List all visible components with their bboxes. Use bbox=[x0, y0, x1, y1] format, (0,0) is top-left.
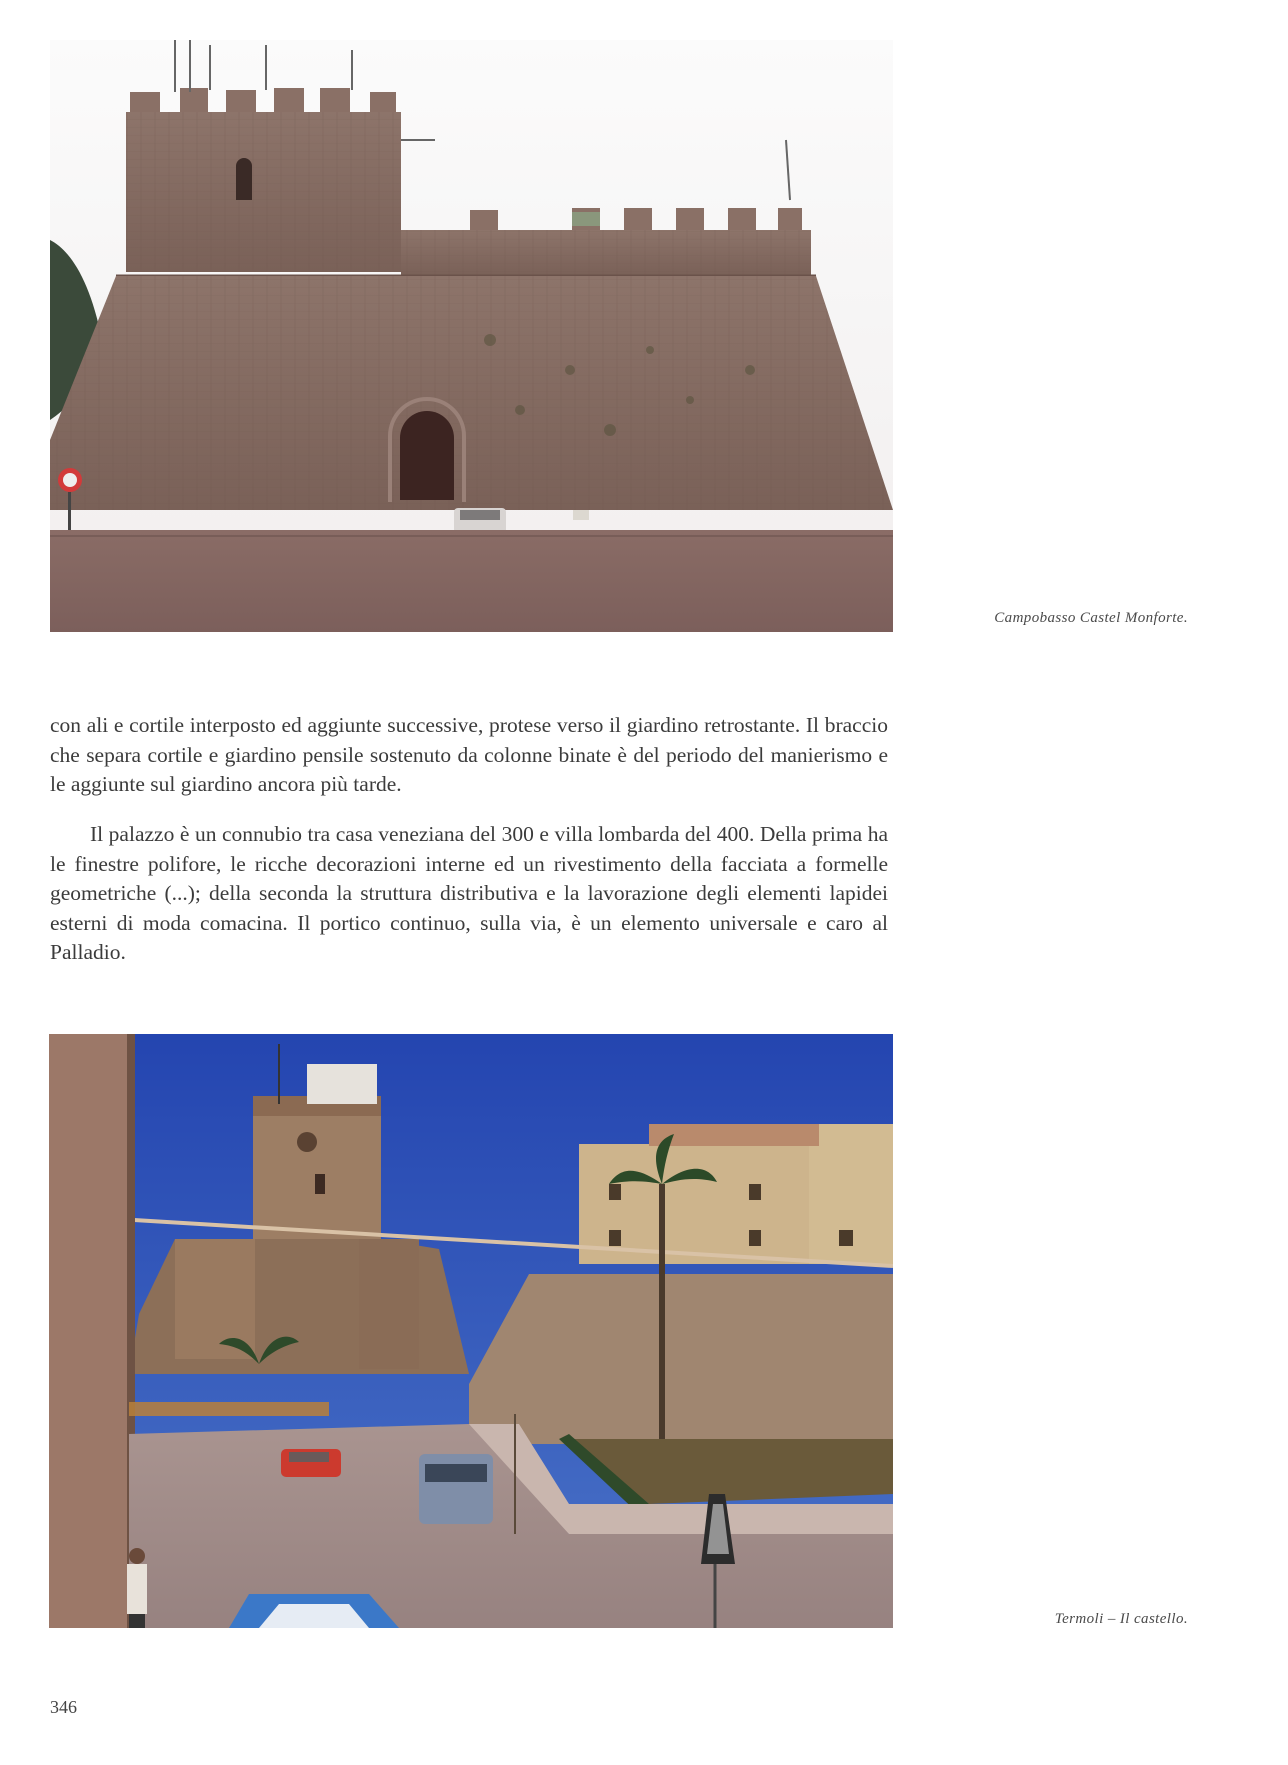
photo-termoli-castello bbox=[49, 1034, 893, 1628]
body-paragraph bbox=[50, 711, 888, 800]
castle-monforte-image bbox=[50, 40, 893, 632]
figure-caption: Termoli – Il castello. bbox=[1054, 1611, 1188, 1627]
paragraph-text: con ali e cortile interposto ed aggiunte successive, protese verso il giardino retrostante. Il braccio che separa cortile e giardino pensile sostenuto da colonne binate è del periodo del manierismo e le aggiunte sul giardino ancora più tarde. bbox=[50, 713, 888, 796]
page-number: 346 bbox=[50, 1697, 77, 1717]
figure-caption: Campobasso Castel Monforte. bbox=[994, 610, 1188, 626]
paragraph-text: Il palazzo è un connubio tra casa veneziana del 300 e villa lombarda del 400. Della prima ha le finestre polifore, le ricche decorazioni interne ed un rivestimento della facciata a formelle geometriche (...); della seconda la struttura distributiva e la lavorazione degli elementi lapidei esterni di moda comacina. Il portico continuo, sulla via, è un elemento universale e caro al Palladio. bbox=[50, 822, 888, 964]
castle-termoli-image bbox=[49, 1034, 893, 1628]
body-paragraph bbox=[50, 820, 888, 968]
photo-castel-monforte bbox=[50, 40, 893, 632]
